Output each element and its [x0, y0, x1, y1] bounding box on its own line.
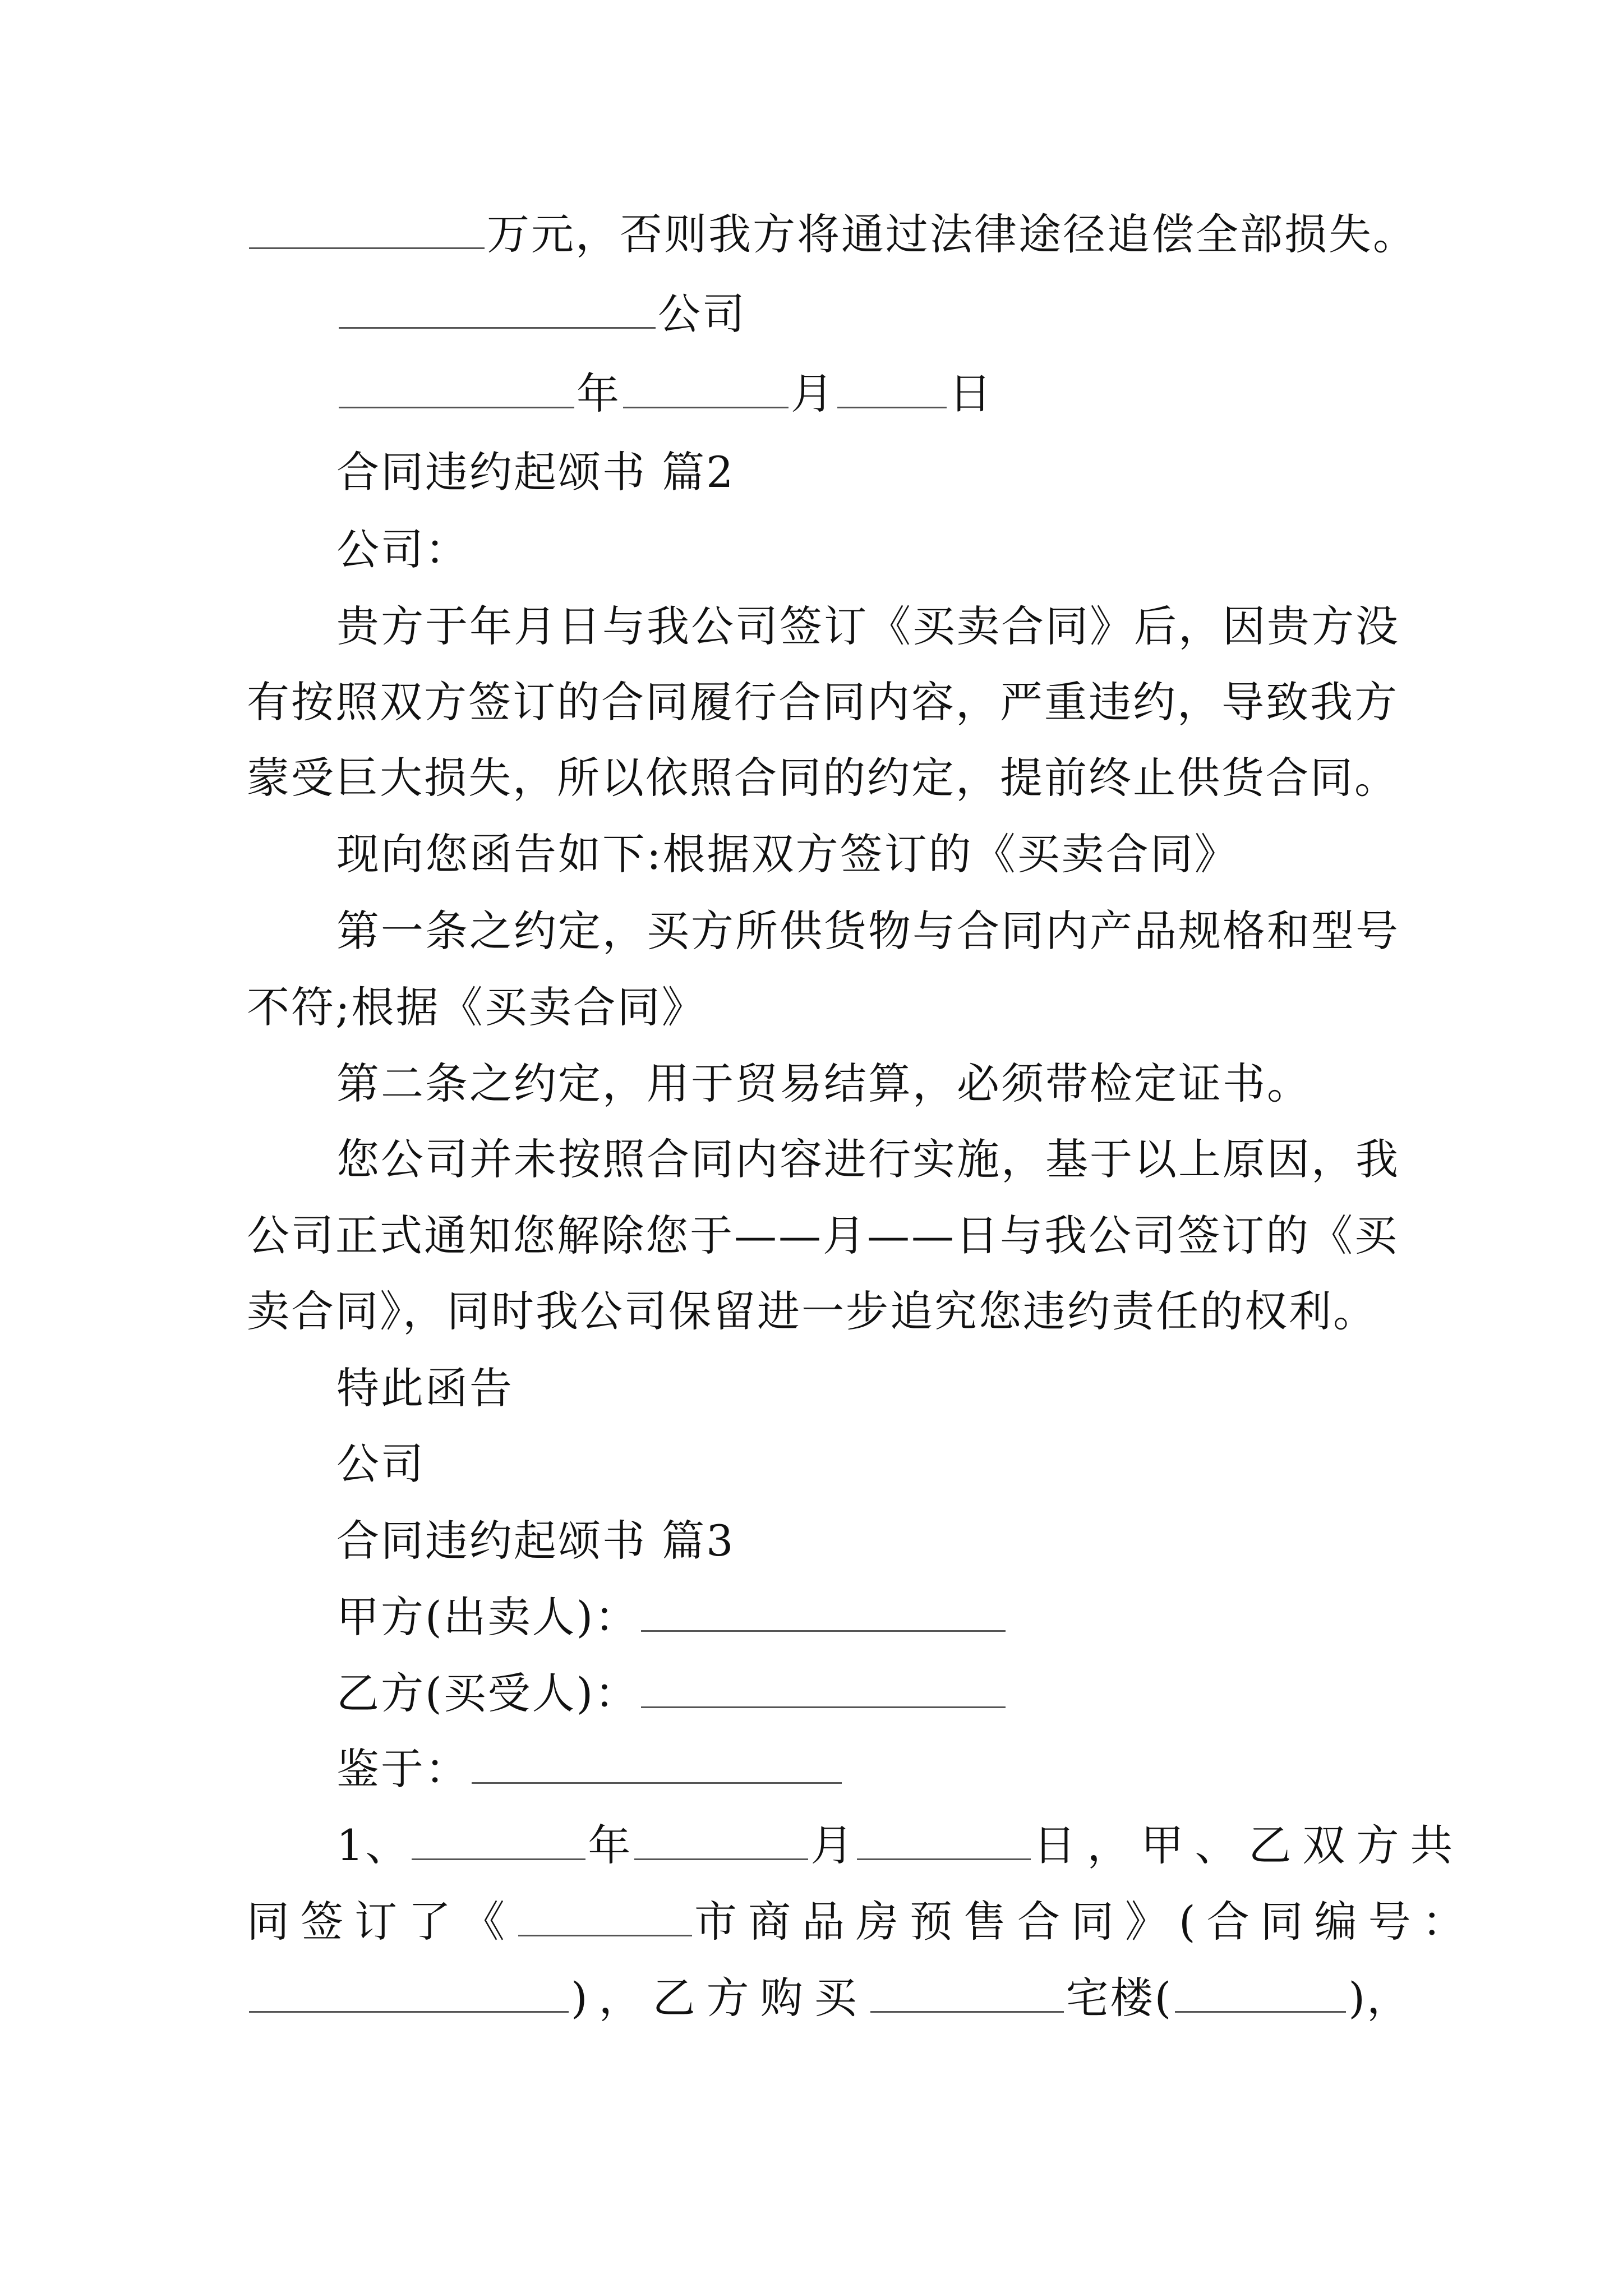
blank-field [249, 1971, 569, 2013]
blank-field [412, 1818, 585, 1860]
paragraph-line: 不符;根据《买卖合同》 [247, 982, 706, 1032]
party-b-label: 乙方(买受人)： [336, 1668, 639, 1718]
blank-field [837, 366, 947, 408]
clause-text: )， [1348, 1973, 1411, 2023]
paragraph-line: 您公司并未按照合同内容进行实施，基于以上原因，我 [336, 1134, 1400, 1184]
clause-text: 日，甲、乙双方共 [1033, 1820, 1464, 1870]
clause-line [247, 1970, 1411, 2026]
paragraph-line: 现向您函告如下:根据双方签订的《买卖合同》 [336, 829, 1239, 879]
month-label: 月 [791, 369, 835, 418]
paragraph-line: 蒙受巨大损失，所以依照合同的约定，提前终止供货合同。 [247, 753, 1399, 803]
blank-field [634, 1818, 808, 1860]
paragraph-line: 有按照双方签订的合同履行合同内容，严重违约，导致我方 [247, 677, 1399, 727]
paragraph-line: 第一条之约定，买方所供货物与合同内产品规格和型号 [336, 906, 1400, 956]
party-a-line [336, 1589, 1008, 1645]
salutation: 公司： [336, 524, 469, 574]
clause-number: 1、 [336, 1820, 410, 1870]
clause-text: 宅楼( [1066, 1973, 1173, 2023]
blank-field [339, 287, 656, 329]
clause-line [247, 1894, 1476, 1950]
section-heading: 合同违约起颂书 篇2 [336, 447, 735, 497]
line-text: 万元，否则我方将通过法律途径追偿全部损失。 [487, 209, 1417, 259]
clause-line [336, 1818, 1464, 1874]
blank-field [472, 1742, 842, 1784]
party-a-label: 甲方(出卖人)： [336, 1592, 639, 1642]
signature-company: 公司 [336, 1439, 425, 1489]
whereas-label: 鉴于： [336, 1744, 469, 1794]
text-line [336, 286, 746, 342]
section-heading: 合同违约起颂书 篇3 [336, 1516, 735, 1566]
blank-field [249, 207, 485, 249]
blank-field [339, 366, 574, 408]
closing-text: 特此函告 [336, 1363, 514, 1413]
blank-field [857, 1818, 1031, 1860]
text-line [247, 206, 1417, 263]
paragraph-line: 第二条之约定，用于贸易结算，必须带检定证书。 [336, 1059, 1311, 1108]
paragraph-line: 公司正式通知您解除您于——月——日与我公司签订的《买 [247, 1211, 1399, 1260]
clause-text: 市商品房预售合同》(合同编号： [694, 1897, 1476, 1947]
whereas-line [336, 1741, 844, 1797]
blank-field [1175, 1971, 1346, 2013]
blank-field [518, 1894, 692, 1936]
date-line [336, 366, 993, 422]
clause-text: )，乙方购买 [571, 1973, 868, 2023]
month-label: 月 [810, 1820, 855, 1870]
blank-field [641, 1666, 1006, 1708]
day-label: 日 [949, 369, 993, 418]
blank-field [870, 1971, 1064, 2013]
blank-field [623, 366, 789, 408]
clause-text: 同签订了《 [247, 1897, 516, 1947]
blank-field [641, 1590, 1006, 1632]
line-text: 公司 [658, 289, 746, 339]
year-label: 年 [588, 1820, 633, 1870]
party-b-line [336, 1665, 1008, 1722]
year-label: 年 [577, 369, 621, 418]
paragraph-line: 卖合同》，同时我公司保留进一步追究您违约责任的权利。 [247, 1286, 1377, 1336]
paragraph-line: 贵方于年月日与我公司签订《买卖合同》后，因贵方没 [336, 601, 1400, 651]
